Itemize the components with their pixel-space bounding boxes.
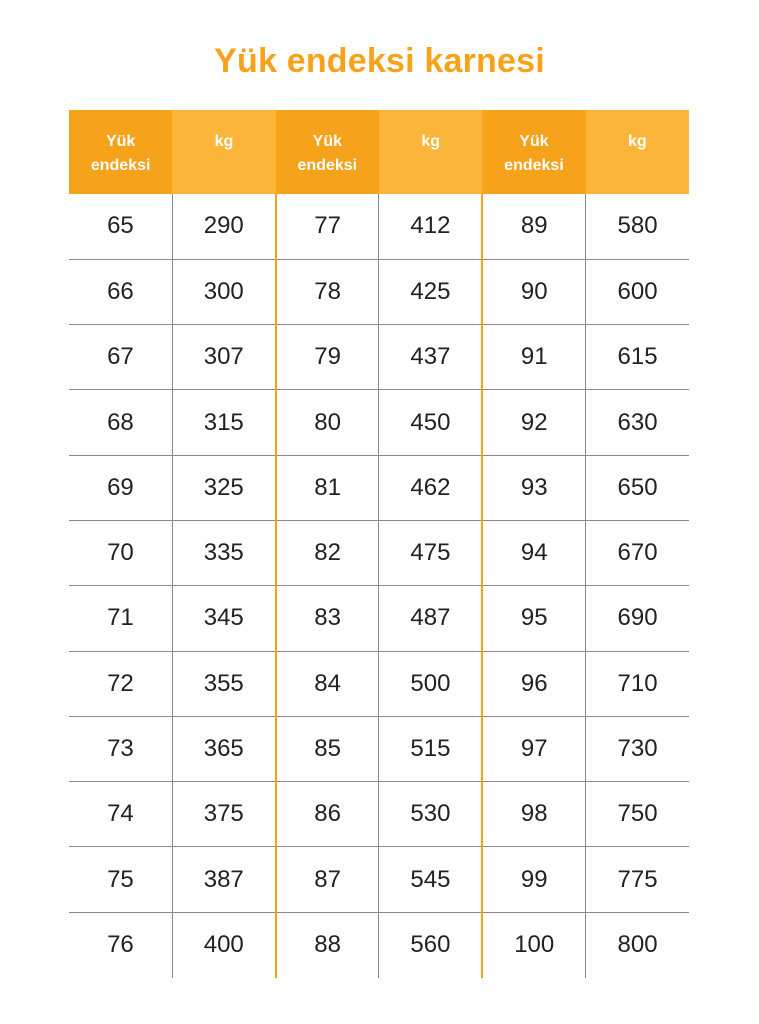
load-index-cell: 66: [69, 259, 172, 324]
load-index-cell: 76: [69, 912, 172, 977]
kg-cell: 515: [379, 716, 482, 781]
load-index-cell: 68: [69, 390, 172, 455]
load-index-cell: 83: [276, 586, 379, 651]
kg-cell: 387: [172, 847, 275, 912]
load-index-cell: 100: [482, 912, 585, 977]
header-kg-2: [379, 110, 482, 194]
table-body: [69, 194, 689, 978]
load-index-cell: 92: [482, 390, 585, 455]
load-index-cell: 81: [276, 455, 379, 520]
header-load-index-2: [276, 110, 379, 194]
load-index-cell: 85: [276, 716, 379, 781]
kg-cell: 730: [586, 716, 689, 781]
header-line: Yük: [105, 133, 136, 150]
load-index-cell: 95: [482, 586, 585, 651]
load-index-cell: 90: [482, 259, 585, 324]
table-row: [69, 390, 689, 455]
table-row: [69, 259, 689, 324]
table-row: [69, 912, 689, 977]
kg-cell: 500: [379, 651, 482, 716]
table-row: [69, 325, 689, 390]
kg-cell: 437: [379, 325, 482, 390]
load-index-cell: 78: [276, 259, 379, 324]
table-row: [69, 716, 689, 781]
kg-cell: 450: [379, 390, 482, 455]
header-line: kg: [627, 133, 647, 150]
load-index-cell: 96: [482, 651, 585, 716]
kg-cell: 487: [379, 586, 482, 651]
kg-cell: 425: [379, 259, 482, 324]
load-index-cell: 98: [482, 782, 585, 847]
load-index-cell: 70: [69, 520, 172, 585]
load-index-cell: 80: [276, 390, 379, 455]
load-index-cell: 86: [276, 782, 379, 847]
load-index-cell: 82: [276, 520, 379, 585]
kg-cell: 600: [586, 259, 689, 324]
table-row: [69, 847, 689, 912]
load-index-cell: 94: [482, 520, 585, 585]
table-row: [69, 782, 689, 847]
table-row: [69, 520, 689, 585]
header-line: kg: [214, 133, 234, 150]
table-row: [69, 586, 689, 651]
load-index-cell: 87: [276, 847, 379, 912]
load-index-cell: 65: [69, 194, 172, 259]
load-index-cell: 93: [482, 455, 585, 520]
header-line: Yük: [312, 133, 342, 150]
kg-cell: 400: [172, 912, 275, 977]
kg-cell: 580: [617, 212, 658, 240]
kg-cell: 690: [586, 586, 689, 651]
kg-cell: 545: [379, 847, 482, 912]
kg-cell: 412: [379, 194, 482, 259]
kg-cell: 615: [586, 325, 689, 390]
kg-cell: 710: [586, 651, 689, 716]
kg-cell: 750: [586, 782, 689, 847]
load-index-cell: 99: [482, 847, 585, 912]
kg-cell: 670: [586, 520, 689, 585]
load-index-cell: 89: [482, 194, 585, 259]
load-index-cell: 72: [69, 651, 172, 716]
header-kg-1: [172, 110, 275, 194]
kg-cell: 315: [172, 390, 275, 455]
load-index-cell: 88: [276, 912, 379, 977]
load-index-cell: 75: [69, 847, 172, 912]
header-kg-3: [586, 110, 689, 194]
kg-cell: 650: [586, 455, 689, 520]
kg-cell: 462: [379, 455, 482, 520]
kg-cell: 355: [172, 651, 275, 716]
kg-cell: 475: [379, 520, 482, 585]
load-index-table: [69, 110, 689, 978]
header-load-index-1: [69, 110, 172, 194]
kg-cell: 307: [172, 325, 275, 390]
kg-cell: 775: [586, 847, 689, 912]
header-line: endeksi: [297, 157, 358, 174]
kg-cell: 345: [172, 586, 275, 651]
kg-cell: 560: [379, 912, 482, 977]
kg-cell: 365: [172, 716, 275, 781]
load-index-cell: 74: [69, 782, 172, 847]
load-index-cell: 69: [69, 455, 172, 520]
load-index-cell: 91: [482, 325, 585, 390]
kg-cell: 290: [172, 194, 275, 259]
kg-cell: 630: [586, 390, 689, 455]
kg-cell: 300: [172, 259, 275, 324]
header-line: endeksi: [90, 157, 151, 174]
table-row: [69, 651, 689, 716]
kg-cell: 325: [172, 455, 275, 520]
header-line: kg: [421, 133, 440, 150]
load-index-cell: 84: [276, 651, 379, 716]
load-index-cell: 77: [276, 194, 379, 259]
page-title: Yük endeksi karnesi: [214, 42, 545, 80]
load-index-cell: 67: [69, 325, 172, 390]
kg-cell: 530: [379, 782, 482, 847]
kg-cell: 335: [172, 520, 275, 585]
kg-cell: 800: [586, 912, 689, 977]
load-index-cell: 73: [69, 716, 172, 781]
table-row: [69, 194, 689, 259]
table-header-row: [69, 110, 689, 194]
load-index-cell: 71: [69, 586, 172, 651]
header-line: Yük: [519, 133, 549, 150]
header-line: endeksi: [504, 157, 564, 174]
kg-cell: 375: [172, 782, 275, 847]
header-load-index-3: [482, 110, 585, 194]
table-row: [69, 455, 689, 520]
load-index-cell: 79: [276, 325, 379, 390]
load-index-cell: 97: [482, 716, 585, 781]
